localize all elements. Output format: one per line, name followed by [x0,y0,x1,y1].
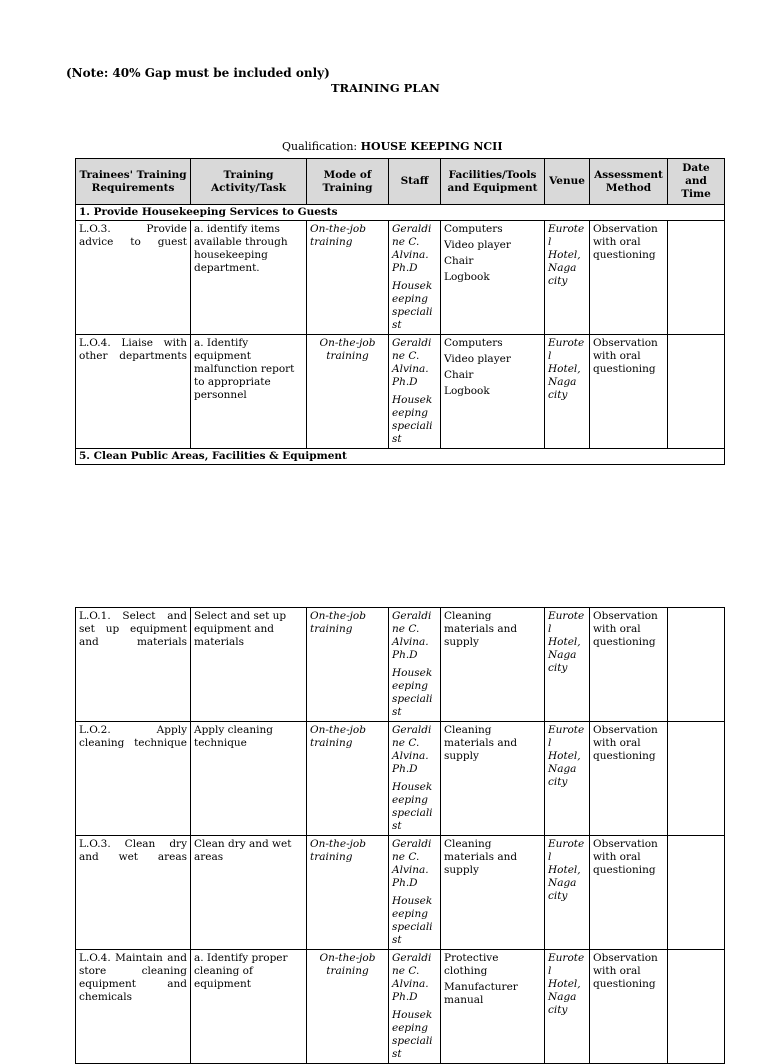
section-title: 1. Provide Housekeeping Services to Guests [76,205,725,221]
staff-name: Geraldine C. Alvina. Ph.D [392,337,432,388]
facility-item: Chair [444,255,474,267]
training-plan-table-2 [75,607,725,1064]
header-mode: Mode of Training [307,159,389,205]
venue-cell: Eurotel Hotel, Naga city [545,722,590,836]
facilities-cell [441,836,545,950]
facilities-cell [441,950,545,1064]
req-cell: L.O.4. Maintain and store cleaning equipment and chemicals [76,950,191,1064]
facilities-cell [441,722,545,836]
venue-cell: Eurotel Hotel, Naga city [545,221,590,335]
table-row [76,221,725,335]
staff-role: Housekeeping specialist [392,895,433,946]
activity-cell: a. Identify proper cleaning of equipment [191,950,307,1064]
req-cell: L.O.3. Clean dry and wet areas [76,836,191,950]
facility-item: Computers [444,223,503,235]
staff-cell [389,950,441,1064]
date-cell [668,335,725,449]
assessment-cell: Observation with oral questioning [590,335,668,449]
staff-role: Housekeeping specialist [392,781,433,832]
facilities-cell [441,608,545,722]
staff-role: Housekeeping specialist [392,280,433,331]
facility-item: Computers [444,337,503,349]
table-row [76,722,725,836]
document-title: TRAINING PLAN [331,81,440,95]
qualification-line [282,140,502,153]
venue-cell: Eurotel Hotel, Naga city [545,836,590,950]
activity-cell: a. identify items available through housekeeping department. [191,221,307,335]
staff-name: Geraldine C. Alvina. Ph.D [392,610,432,661]
table-row [76,608,725,722]
table-row [76,950,725,1064]
facility-item: Video player [444,239,511,251]
mode-cell: On-the-job training [307,221,389,335]
training-plan-table-1 [75,158,725,465]
mode-cell: On-the-job training [307,836,389,950]
staff-cell [389,722,441,836]
table-row [76,335,725,449]
header-assessment: Assessment Method [590,159,668,205]
date-cell [668,836,725,950]
assessment-cell: Observation with oral questioning [590,221,668,335]
staff-cell [389,221,441,335]
facility-item: Chair [444,369,474,381]
assessment-cell: Observation with oral questioning [590,722,668,836]
venue-cell: Eurotel Hotel, Naga city [545,335,590,449]
staff-name: Geraldine C. Alvina. Ph.D [392,838,432,889]
header-activity: Training Activity/Task [191,159,307,205]
assessment-cell: Observation with oral questioning [590,950,668,1064]
date-cell [668,221,725,335]
req-cell: L.O.4. Liaise with other departments [76,335,191,449]
mode-cell: On-the-job training [307,608,389,722]
date-cell [668,950,725,1064]
date-cell [668,608,725,722]
facility-item: Cleaning materials and supply [444,838,518,876]
facility-item: Logbook [444,271,490,283]
mode-cell: On-the-job training [307,335,389,449]
activity-cell: a. Identify equipment malfunction report to appropriate personnel [191,335,307,449]
req-cell: L.O.1. Select and set up equipment and materials [76,608,191,722]
venue-cell: Eurotel Hotel, Naga city [545,608,590,722]
header-facilities: Facilities/Tools and Equipment [441,159,545,205]
staff-name: Geraldine C. Alvina. Ph.D [392,724,432,775]
activity-cell: Clean dry and wet areas [191,836,307,950]
date-cell [668,722,725,836]
assessment-cell: Observation with oral questioning [590,836,668,950]
section-row [76,449,725,465]
staff-role: Housekeeping specialist [392,667,433,718]
req-cell: L.O.3. Provide advice to guest [76,221,191,335]
table-row [76,836,725,950]
header-requirements: Trainees' Training Requirements [76,159,191,205]
staff-role: Housekeeping specialist [392,394,433,445]
venue-cell: Eurotel Hotel, Naga city [545,950,590,1064]
facility-item: Video player [444,353,511,365]
note-text: (Note: 40% Gap must be included only) [66,66,330,80]
facility-item: Logbook [444,385,490,397]
header-date-time: Date and Time [668,159,725,205]
activity-cell: Select and set up equipment and materials [191,608,307,722]
facility-item: Cleaning materials and supply [444,724,518,762]
assessment-cell: Observation with oral questioning [590,608,668,722]
staff-role: Housekeeping specialist [392,1009,433,1060]
qualification-label: Qualification: [282,140,358,153]
header-venue: Venue [545,159,590,205]
header-staff: Staff [389,159,441,205]
req-cell: L.O.2. Apply cleaning technique [76,722,191,836]
staff-cell [389,335,441,449]
facility-item: Protective clothing [444,952,499,977]
facilities-cell [441,221,545,335]
section-title: 5. Clean Public Areas, Facilities & Equipment [76,449,725,465]
section-row [76,205,725,221]
mode-cell: On-the-job training [307,950,389,1064]
facility-item: Cleaning materials and supply [444,610,518,648]
header-row [76,159,725,205]
facility-item: Manufacturer manual [444,981,518,1006]
staff-cell [389,608,441,722]
qualification-value: HOUSE KEEPING NCII [360,140,503,153]
activity-cell: Apply cleaning technique [191,722,307,836]
staff-name: Geraldine C. Alvina. Ph.D [392,952,432,1003]
staff-name: Geraldine C. Alvina. Ph.D [392,223,432,274]
mode-cell: On-the-job training [307,722,389,836]
facilities-cell [441,335,545,449]
staff-cell [389,836,441,950]
